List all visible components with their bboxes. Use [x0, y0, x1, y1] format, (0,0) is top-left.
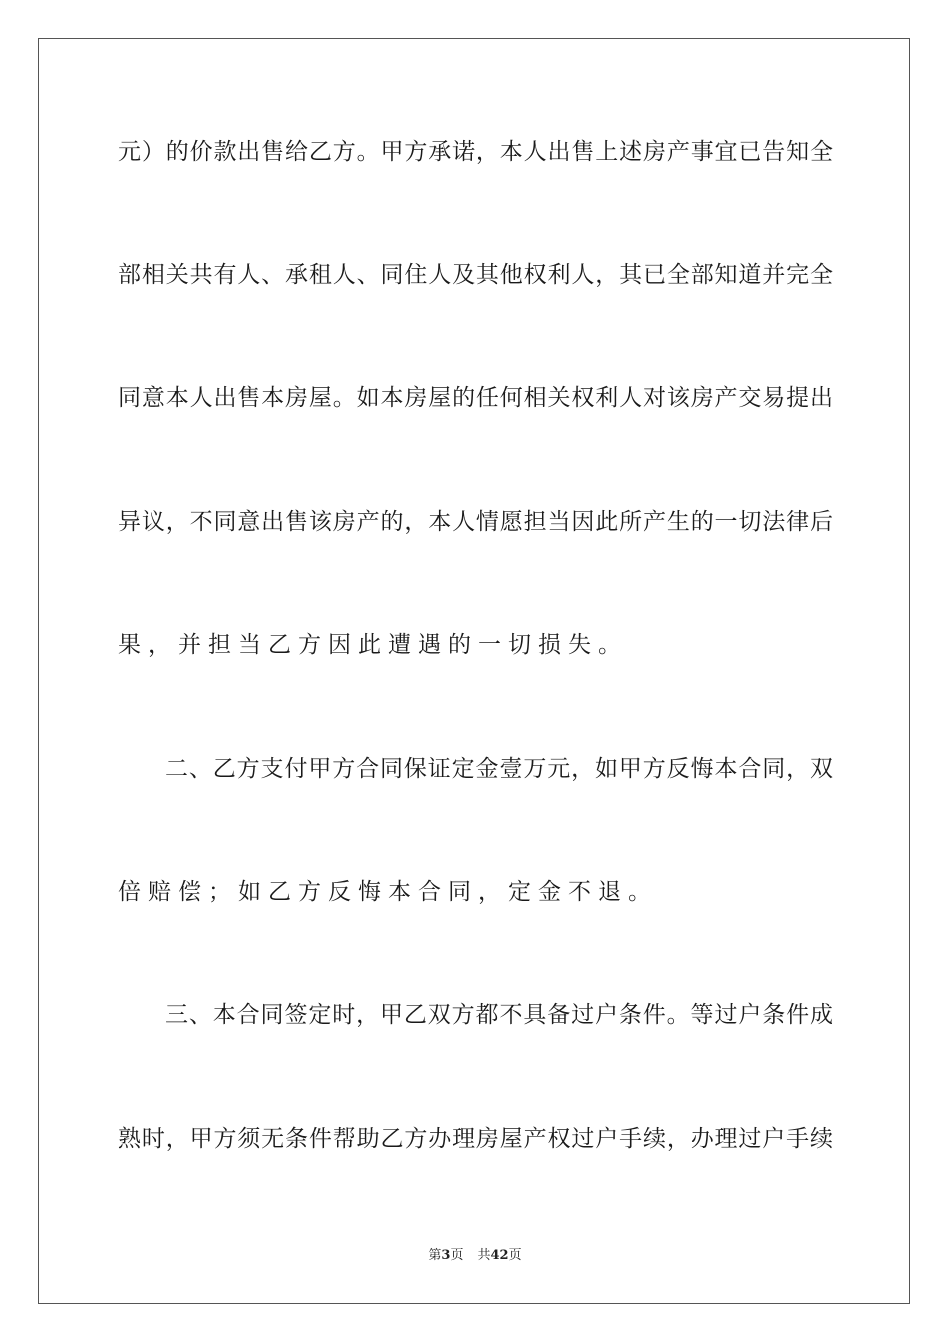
total-prefix: 共 — [477, 1248, 491, 1263]
page-number-footer — [0, 1247, 950, 1265]
current-page-number: 3 — [441, 1248, 451, 1263]
body-text-line: 三、本合同签定时，甲乙双方都不具备过户条件。等过户条件成 — [165, 1002, 833, 1028]
body-text-line: 二、乙方支付甲方合同保证定金壹万元，如甲方反悔本合同，双 — [165, 756, 833, 782]
total-page-number: 42 — [490, 1248, 509, 1263]
body-text-line: 果，并担当乙方因此遭遇的一切损失。 — [118, 632, 628, 658]
body-text-line: 元）的价款出售给乙方。甲方承诺，本人出售上述房产事宜已告知全 — [118, 139, 833, 165]
body-text-line: 异议，不同意出售该房产的，本人情愿担当因此所产生的一切法律后 — [118, 509, 833, 535]
page-border — [38, 38, 910, 1304]
body-text-line: 熟时，甲方须无条件帮助乙方办理房屋产权过户手续，办理过户手续 — [118, 1126, 833, 1152]
page-prefix: 第 — [428, 1248, 442, 1263]
body-text-line: 倍赔偿；如乙方反悔本合同，定金不退。 — [118, 879, 658, 905]
body-text-line: 部相关共有人、承租人、同住人及其他权利人，其已全部知道并完全 — [118, 262, 833, 288]
body-text-line: 同意本人出售本房屋。如本房屋的任何相关权利人对该房产交易提出 — [118, 385, 833, 411]
total-unit: 页 — [508, 1248, 522, 1263]
page-unit: 页 — [450, 1248, 464, 1263]
